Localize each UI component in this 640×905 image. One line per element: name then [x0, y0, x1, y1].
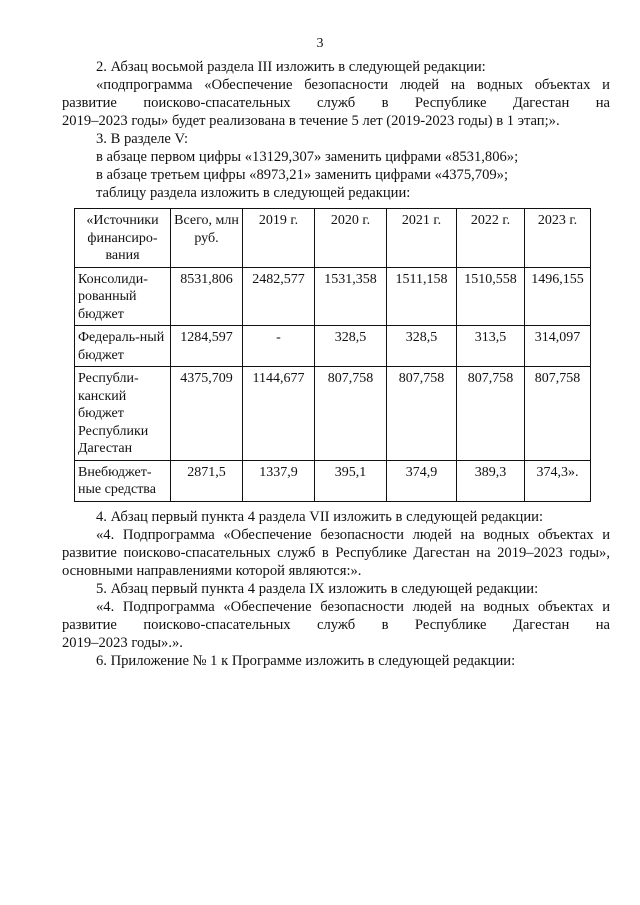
- cell-2023: 314,097: [525, 326, 591, 367]
- amendments-top: [62, 58, 610, 202]
- cell-2021: 1511,158: [387, 267, 457, 326]
- cell-source: Консолиди-рованный бюджет: [75, 267, 171, 326]
- paragraph-subprogram-quote: «подпрограмма «Обеспечение безопасности людей на водных объектах и развитие поисково-спасательных служб в Республике Дагестан на: [62, 77, 610, 111]
- cell-source: Внебюджет-ные средства: [75, 460, 171, 501]
- header-source: «Источники финансиро-вания: [75, 209, 171, 268]
- paragraph-item-6: 6. Приложение № 1 к Программе изложить в следующей редакции:: [96, 653, 516, 669]
- cell-2019: -: [243, 326, 315, 367]
- header-2019: 2019 г.: [243, 209, 315, 268]
- paragraph-replace-first: в абзаце первом цифры «13129,307» заменить цифрами «8531,806»;: [96, 149, 519, 165]
- table-header-row: [75, 209, 591, 268]
- amendments-bottom: [62, 508, 610, 670]
- paragraph-item-5: 5. Абзац первый пункта 4 раздела IX изложить в следующей редакции:: [96, 581, 539, 597]
- cell-total: 8531,806: [171, 267, 243, 326]
- cell-2023: 807,758: [525, 367, 591, 461]
- page-number: 3: [316, 36, 324, 51]
- cell-source: Федераль-ный бюджет: [75, 326, 171, 367]
- cell-total: 4375,709: [171, 367, 243, 461]
- paragraph-section7-quote-end: основными направлениями которой являются:».: [62, 563, 362, 579]
- paragraph-table-intro: таблицу раздела изложить в следующей редакции:: [96, 185, 411, 201]
- table-row: [75, 460, 591, 501]
- cell-2022: 1510,558: [457, 267, 525, 326]
- cell-2019: 1144,677: [243, 367, 315, 461]
- paragraph-item-3: 3. В разделе V:: [96, 131, 189, 147]
- paragraph-item-2: 2. Абзац восьмой раздела III изложить в следующей редакции:: [96, 59, 486, 75]
- cell-2019: 1337,9: [243, 460, 315, 501]
- paragraph-section7-quote: «4. Подпрограмма «Обеспечение безопасности людей на водных объектах и развитие поисково-спасательных служб в Республике Дагестан на 2019–2023 годы»,: [62, 527, 610, 561]
- header-2022: 2022 г.: [457, 209, 525, 268]
- header-total: Всего, млн руб.: [171, 209, 243, 268]
- cell-2019: 2482,577: [243, 267, 315, 326]
- header-2023: 2023 г.: [525, 209, 591, 268]
- paragraph-replace-third: в абзаце третьем цифры «8973,21» заменить цифрами «4375,709»;: [96, 167, 509, 183]
- cell-2020: 395,1: [315, 460, 387, 501]
- cell-2023: 374,3».: [525, 460, 591, 501]
- header-2021: 2021 г.: [387, 209, 457, 268]
- paragraph-subprogram-quote-end: 2019–2023 годы» будет реализована в течение 5 лет (2019-2023 годы) в 1 этап;».: [62, 113, 560, 129]
- cell-2020: 807,758: [315, 367, 387, 461]
- table-row: [75, 326, 591, 367]
- cell-2023: 1496,155: [525, 267, 591, 326]
- paragraph-item-4: 4. Абзац первый пункта 4 раздела VII изложить в следующей редакции:: [96, 509, 543, 525]
- cell-total: 2871,5: [171, 460, 243, 501]
- paragraph-section9-quote: «4. Подпрограмма «Обеспечение безопасности людей на водных объектах и развитие поисково-спасательных служб в Республике Дагестан на: [62, 599, 610, 633]
- financing-table: [74, 208, 591, 502]
- table-row: [75, 367, 591, 461]
- cell-source: Республи-канский бюджет Республики Дагестан: [75, 367, 171, 461]
- cell-total: 1284,597: [171, 326, 243, 367]
- header-2020: 2020 г.: [315, 209, 387, 268]
- cell-2022: 389,3: [457, 460, 525, 501]
- table-row: [75, 267, 591, 326]
- cell-2021: 807,758: [387, 367, 457, 461]
- paragraph-section9-quote-end: 2019–2023 годы».».: [62, 635, 183, 651]
- cell-2020: 1531,358: [315, 267, 387, 326]
- cell-2022: 313,5: [457, 326, 525, 367]
- cell-2021: 328,5: [387, 326, 457, 367]
- cell-2020: 328,5: [315, 326, 387, 367]
- cell-2021: 374,9: [387, 460, 457, 501]
- cell-2022: 807,758: [457, 367, 525, 461]
